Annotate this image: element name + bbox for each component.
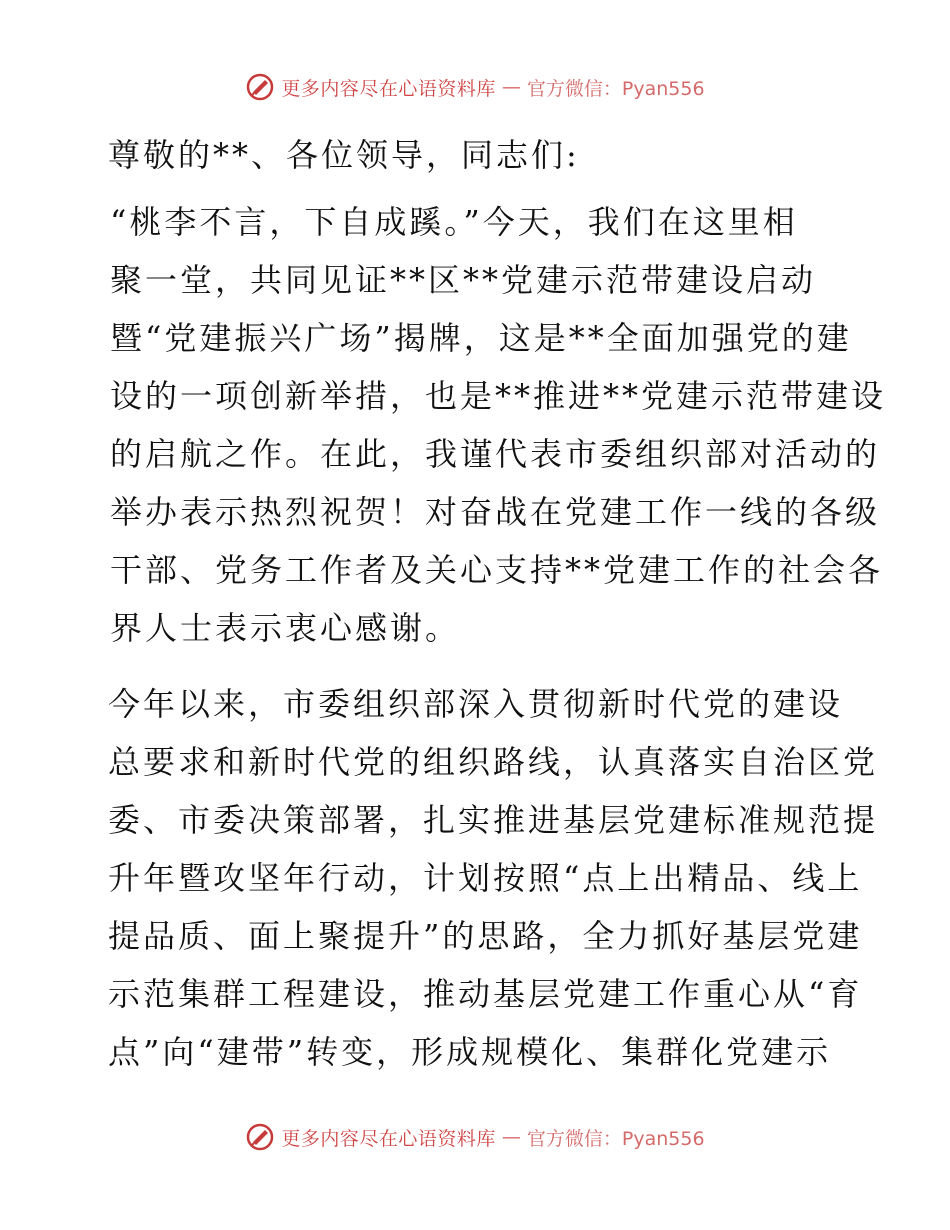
logo-icon [245,1122,275,1152]
text-line: 今年以来，市委组织部深入贯彻新时代党的建设 [108,685,844,723]
text-line: “桃李不言，下自成蹊。”今天，我们在这里相 [110,203,798,241]
paragraph-1 [98,193,887,657]
watermark-subtitle: 官方微信：Pyan556 [526,1127,705,1150]
text-line: 举办表示热烈祝贺！对奋战在党建工作一线的各级 [110,493,881,531]
text-line: 升年暨攻坚年行动，计划按照“点上出精品、线上 [108,859,863,897]
paragraph-2 [98,675,879,1081]
watermark-title: 更多内容尽在心语资料库 [281,1127,496,1150]
text-line: 设的一项创新举措，也是**推进**党建示范带建设 [110,377,887,415]
text-line: 干部、党务工作者及关心支持**党建工作的社会各 [110,551,884,589]
watermark-dash: — [501,1126,521,1148]
text-line: 的启航之作。在此，我谨代表市委组织部对活动的 [110,435,881,473]
text-line: 委、市委决策部署，扎实推进基层党建标准规范提 [108,801,879,839]
watermark-title: 更多内容尽在心语资料库 [281,77,496,100]
text-line: 示范集群工程建设，推动基层党建工作重心从“育 [108,975,863,1013]
text-line: 提品质、面上聚提升”的思路，全力抓好基层党建 [108,917,863,955]
text-line: 总要求和新时代党的组织路线，认真落实自治区党 [108,743,879,781]
footer-watermark [0,1122,950,1152]
text-line: 点”向“建带”转变，形成规模化、集群化党建示 [108,1033,832,1071]
watermark-subtitle: 官方微信：Pyan556 [526,77,705,100]
header-watermark [0,72,950,102]
text-line: 暨“党建振兴广场”揭牌，这是**全面加强党的建 [110,319,852,357]
salutation: 尊敬的**、各位领导，同志们: [108,136,580,174]
watermark-dash: — [501,76,521,98]
logo-icon [245,72,275,102]
text-line: 聚一堂，共同见证**区**党建示范带建设启动 [110,261,817,299]
text-line: 界人士表示衷心感谢。 [110,609,461,647]
